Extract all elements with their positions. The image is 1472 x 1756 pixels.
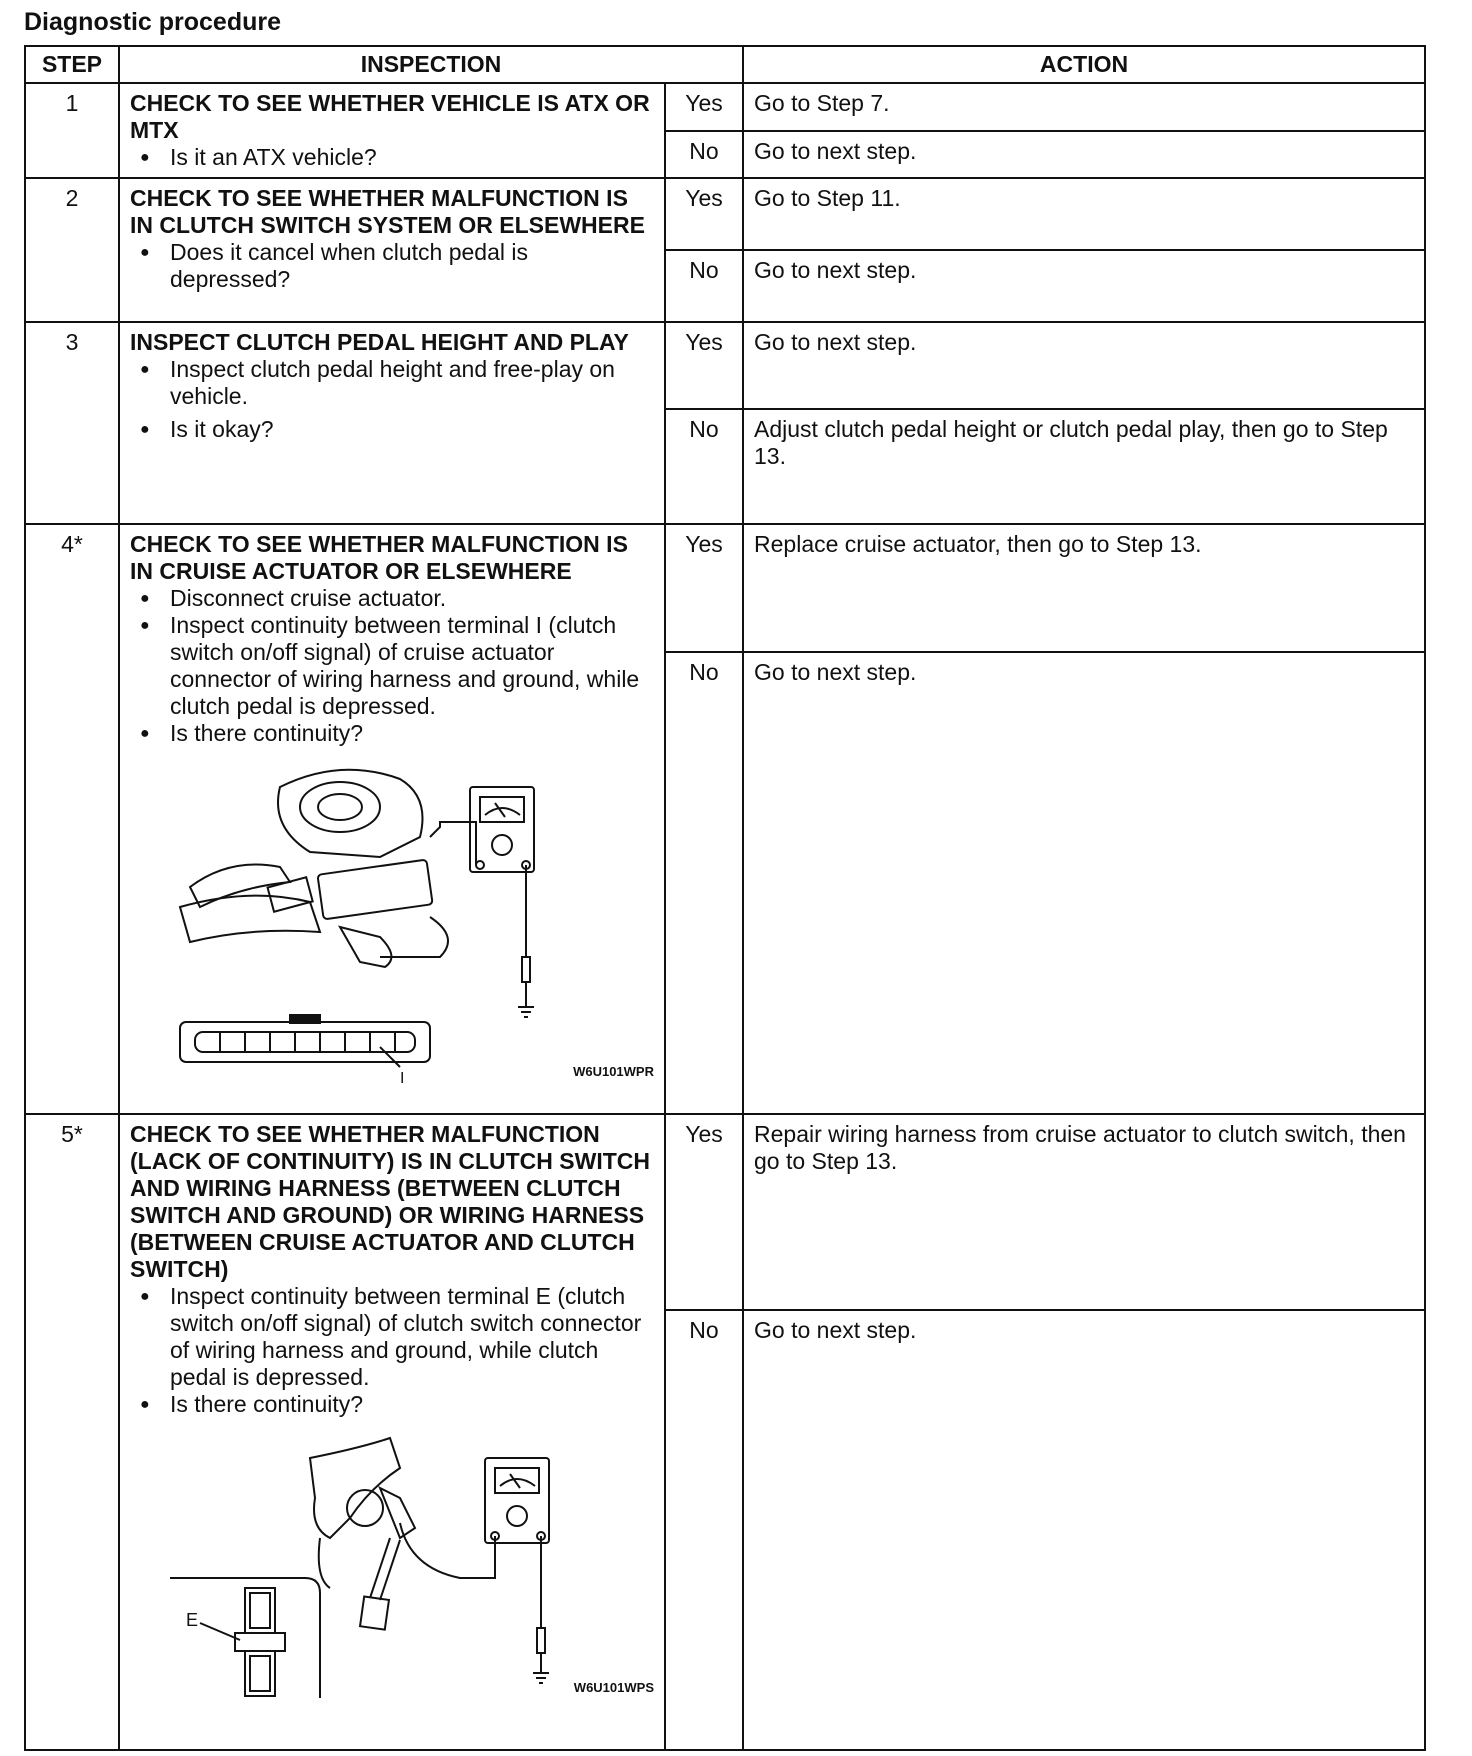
table-row (25, 524, 1425, 652)
step-number: 4* (25, 524, 119, 1114)
figure-code: W6U101WPR (573, 1064, 654, 1079)
inspection-cell (119, 83, 665, 178)
yes-action: Repair wiring harness from cruise actuator to clutch switch, then go to Step 13. (743, 1114, 1425, 1310)
bullet-item: ● Is there continuity? (170, 720, 654, 747)
inspection-cell (119, 322, 665, 524)
bullet-item: ● Does it cancel when clutch pedal is depressed? (170, 239, 654, 293)
inspection-heading: CHECK TO SEE WHETHER MALFUNCTION IS IN CLUTCH SWITCH SYSTEM OR ELSEWHERE (130, 185, 645, 238)
bullet-item: ● Inspect continuity between terminal I (clutch switch on/off signal) of cruise actuator connector of wiring harness and ground, while clutch pedal is depressed. (170, 612, 654, 720)
no-action: Go to next step. (743, 250, 1425, 322)
actuator-figure (130, 757, 654, 1087)
step-number: 1 (25, 83, 119, 178)
terminal-label: I (400, 1070, 405, 1087)
no-action: Go to next step. (743, 1310, 1425, 1750)
figure-code: W6U101WPS (573, 1680, 654, 1695)
no-label: No (665, 1310, 743, 1750)
step-number: 5* (25, 1114, 119, 1750)
inspection-heading: CHECK TO SEE WHETHER MALFUNCTION IS IN CRUISE ACTUATOR OR ELSEWHERE (130, 531, 628, 584)
no-label: No (665, 652, 743, 1114)
header-inspection: INSPECTION (119, 46, 743, 83)
bullet-item: ● Disconnect cruise actuator. (170, 585, 654, 612)
yes-action: Replace cruise actuator, then go to Step 13. (743, 524, 1425, 652)
bullet-item: ● Is there continuity? (170, 1391, 654, 1418)
yes-action: Go to Step 11. (743, 178, 1425, 250)
inspection-heading: INSPECT CLUTCH PEDAL HEIGHT AND PLAY (130, 329, 629, 355)
step-number: 2 (25, 178, 119, 322)
yes-label: Yes (665, 178, 743, 250)
inspection-heading: CHECK TO SEE WHETHER VEHICLE IS ATX OR MTX (130, 90, 650, 143)
bullet-list (130, 239, 654, 293)
no-action: Go to next step. (743, 652, 1425, 1114)
table-row (25, 83, 1425, 131)
table-row (25, 322, 1425, 409)
header-action: ACTION (743, 46, 1425, 83)
clutch-switch-figure (130, 1428, 654, 1703)
no-label: No (665, 409, 743, 524)
no-label: No (665, 131, 743, 179)
yes-action: Go to next step. (743, 322, 1425, 409)
inspection-heading: CHECK TO SEE WHETHER MALFUNCTION (LACK OF CONTINUITY) IS IN CLUTCH SWITCH AND WIRING HARNESS (BETWEEN CLUTCH SWITCH AND GROUND) OR WIRING HARNESS (BETWEEN CRUISE ACTUATOR AND CLUTCH SWITCH) (130, 1121, 651, 1282)
bullet-list (130, 144, 654, 171)
yes-label: Yes (665, 524, 743, 652)
bullet-item: ● Inspect clutch pedal height and free-play on vehicle. (170, 356, 654, 410)
no-action: Go to next step. (743, 131, 1425, 179)
table-row (25, 178, 1425, 250)
header-row (25, 46, 1425, 83)
yes-action: Go to Step 7. (743, 83, 1425, 131)
no-action: Adjust clutch pedal height or clutch pedal play, then go to Step 13. (743, 409, 1425, 524)
yes-label: Yes (665, 83, 743, 131)
bullet-list (130, 585, 654, 747)
diagnostic-table (24, 45, 1426, 1751)
inspection-cell (119, 524, 665, 1114)
inspection-cell (119, 1114, 665, 1750)
bullet-item: ● Is it okay? (170, 416, 654, 443)
bullet-list (130, 1283, 654, 1418)
header-step: STEP (25, 46, 119, 83)
yes-label: Yes (665, 322, 743, 409)
table-row (25, 1114, 1425, 1310)
page-title: Diagnostic procedure (24, 8, 281, 36)
yes-label: Yes (665, 1114, 743, 1310)
no-label: No (665, 250, 743, 322)
step-number: 3 (25, 322, 119, 524)
bullet-item: ● Is it an ATX vehicle? (170, 144, 654, 171)
terminal-label: E (186, 1610, 199, 1630)
bullet-list (130, 356, 654, 443)
bullet-item: ● Inspect continuity between terminal E (clutch switch on/off signal) of clutch switch connector of wiring harness and ground, while clutch pedal is depressed. (170, 1283, 654, 1391)
clutch-switch-illustration (130, 1428, 656, 1703)
inspection-cell (119, 178, 665, 322)
actuator-illustration (130, 757, 656, 1087)
